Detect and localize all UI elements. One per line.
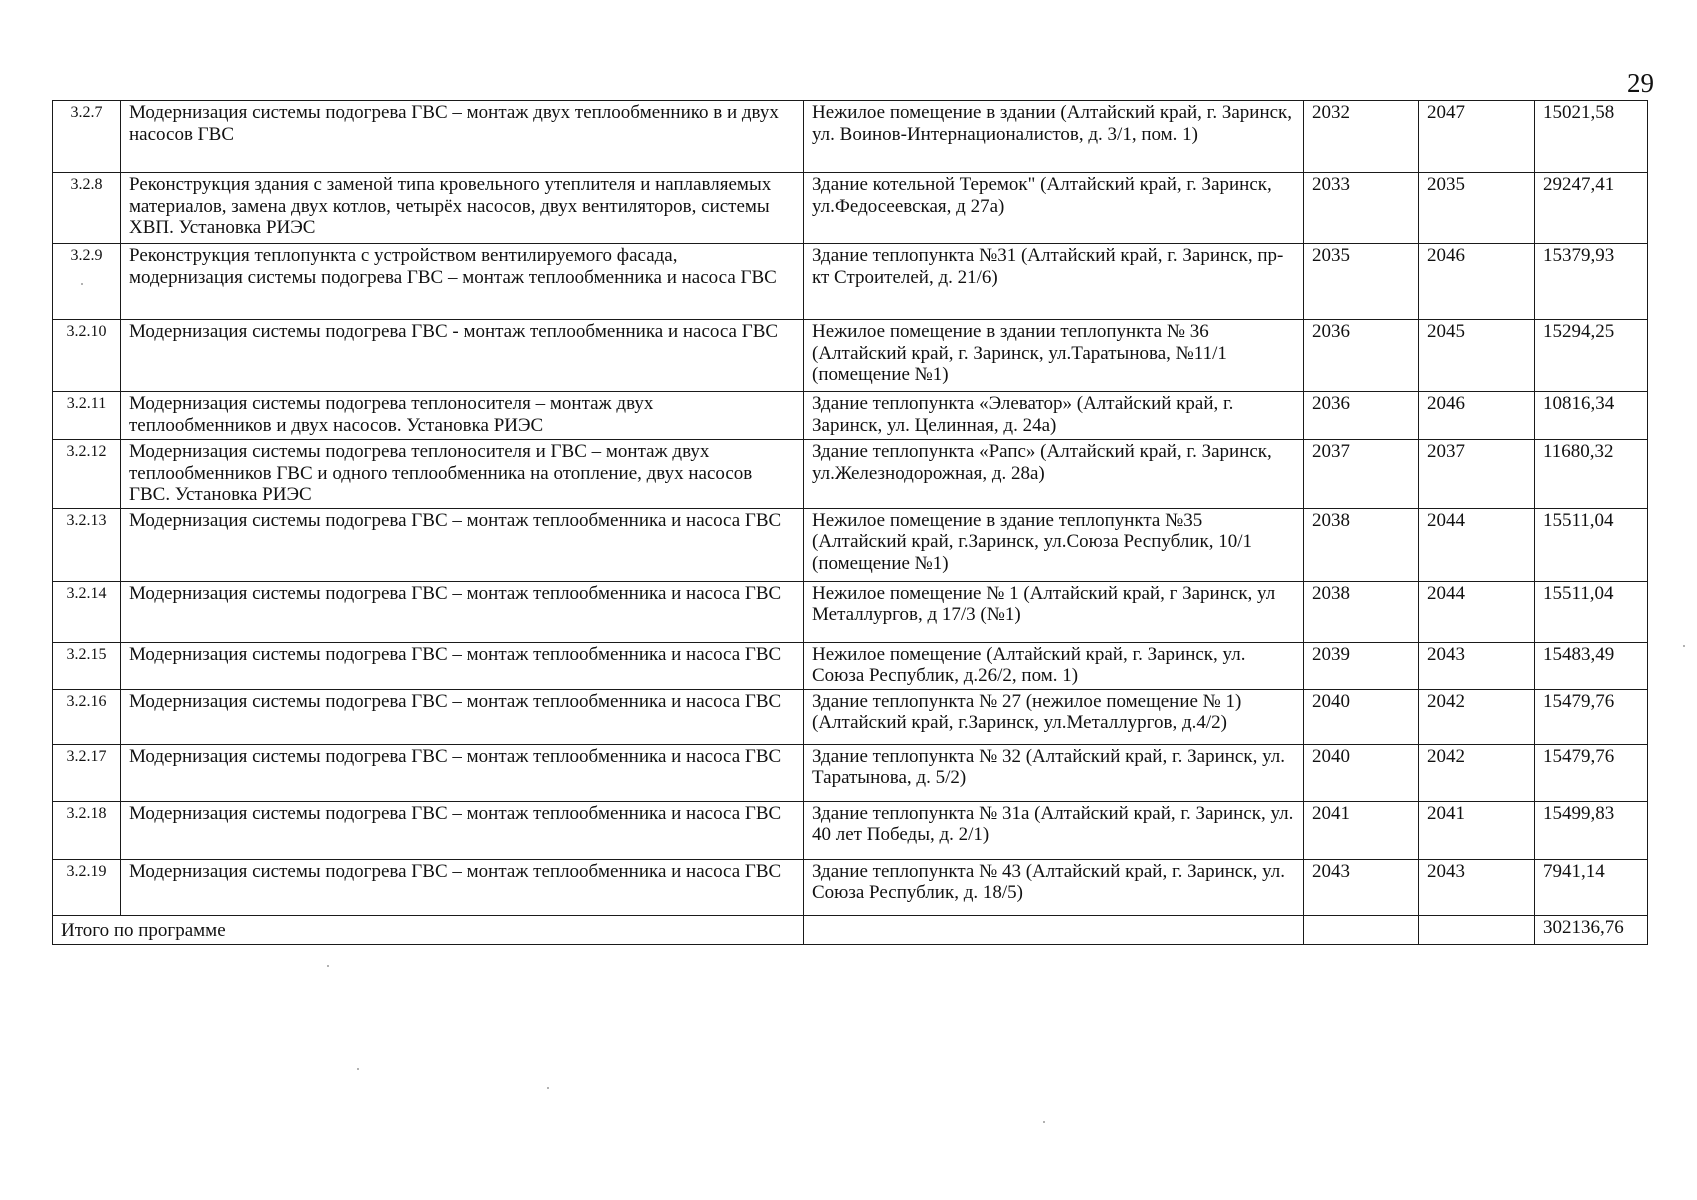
row-number: 3.2.13 [53,508,121,581]
total-empty-cell [1419,915,1535,944]
year-start: 2040 [1304,689,1419,744]
cost-value: 15379,93 [1535,244,1648,320]
cost-value: 11680,32 [1535,440,1648,509]
scan-speck [1043,1121,1045,1123]
cost-value: 15479,76 [1535,744,1648,801]
object-address: Здание теплопункта «Рапс» (Алтайский край, г. Заринск, ул.Железнодорожная, д. 28а) [804,440,1304,509]
year-end: 2047 [1419,101,1535,173]
year-end: 2044 [1419,508,1535,581]
work-description: Модернизация системы подогрева ГВС – монтаж теплообменника и насоса ГВС [121,801,804,859]
row-number: 3.2.18 [53,801,121,859]
year-end: 2043 [1419,642,1535,689]
work-description: Модернизация системы подогрева ГВС – монтаж двух теплообменнико в и двух насосов ГВС [121,101,804,173]
year-end: 2035 [1419,173,1535,244]
year-end: 2043 [1419,859,1535,915]
year-start: 2038 [1304,508,1419,581]
page-number: 29 [1627,68,1654,98]
table-row [53,440,1648,509]
cost-value: 10816,34 [1535,392,1648,440]
year-start: 2043 [1304,859,1419,915]
table-row [53,508,1648,581]
scan-speck [1683,645,1685,647]
object-address: Нежилое помещение № 1 (Алтайский край, г Заринск, ул Металлургов, д 17/3 (№1) [804,581,1304,642]
row-number: 3.2.14 [53,581,121,642]
year-end: 2046 [1419,392,1535,440]
year-start: 2041 [1304,801,1419,859]
year-end: 2042 [1419,744,1535,801]
object-address: Здание теплопункта № 43 (Алтайский край, г. Заринск, ул. Союза Республик, д. 18/5) [804,859,1304,915]
year-end: 2037 [1419,440,1535,509]
total-row [53,915,1648,944]
object-address: Нежилое помещение в здании (Алтайский край, г. Заринск, ул. Воинов-Интернационалистов, д. 3/1, пом. 1) [804,101,1304,173]
object-address: Здание теплопункта «Элеватор» (Алтайский край, г. Заринск, ул. Целинная, д. 24а) [804,392,1304,440]
year-start: 2036 [1304,392,1419,440]
table-body [53,101,1648,945]
object-address: Здание теплопункта № 31а (Алтайский край, г. Заринск, ул. 40 лет Победы, д. 2/1) [804,801,1304,859]
table-row [53,744,1648,801]
row-number: 3.2.10 [53,320,121,392]
row-number: 3.2.8 [53,173,121,244]
year-start: 2038 [1304,581,1419,642]
object-address: Нежилое помещение в здание теплопункта №35 (Алтайский край, г.Заринск, ул.Союза Республик, 10/1 (помещение №1) [804,508,1304,581]
object-address: Здание котельной Теремок" (Алтайский край, г. Заринск, ул.Федосеевская, д 27а) [804,173,1304,244]
scan-speck [81,283,83,285]
program-table [52,100,1648,945]
table-row [53,642,1648,689]
cost-value: 15294,25 [1535,320,1648,392]
total-label: Итого по программе [53,915,804,944]
year-start: 2040 [1304,744,1419,801]
work-description: Модернизация системы подогрева ГВС - монтаж теплообменника и насоса ГВС [121,320,804,392]
row-number: 3.2.9 [53,244,121,320]
total-empty-cell [1304,915,1419,944]
work-description: Модернизация системы подогрева ГВС – монтаж теплообменника и насоса ГВС [121,642,804,689]
scan-speck [547,1087,549,1089]
work-description: Модернизация системы подогрева ГВС – монтаж теплообменника и насоса ГВС [121,689,804,744]
work-description: Реконструкция здания с заменой типа кровельного утеплителя и наплавляемых материалов, замена двух котлов, четырёх насосов, двух вентиляторов, системы ХВП. Установка РИЭС [121,173,804,244]
year-end: 2044 [1419,581,1535,642]
year-end: 2046 [1419,244,1535,320]
year-end: 2042 [1419,689,1535,744]
work-description: Модернизация системы подогрева теплоносителя и ГВС – монтаж двух теплообменников ГВС и одного теплообменника на отопление, двух насосов ГВС. Установка РИЭС [121,440,804,509]
year-end: 2045 [1419,320,1535,392]
year-start: 2037 [1304,440,1419,509]
year-start: 2033 [1304,173,1419,244]
cost-value: 7941,14 [1535,859,1648,915]
table-row [53,859,1648,915]
year-start: 2035 [1304,244,1419,320]
row-number: 3.2.19 [53,859,121,915]
work-description: Модернизация системы подогрева ГВС – монтаж теплообменника и насоса ГВС [121,744,804,801]
cost-value: 29247,41 [1535,173,1648,244]
work-description: Модернизация системы подогрева ГВС – монтаж теплообменника и насоса ГВС [121,581,804,642]
work-description: Модернизация системы подогрева ГВС – монтаж теплообменника и насоса ГВС [121,859,804,915]
work-description: Модернизация системы подогрева ГВС – монтаж теплообменника и насоса ГВС [121,508,804,581]
total-value: 302136,76 [1535,915,1648,944]
row-number: 3.2.7 [53,101,121,173]
table-row [53,581,1648,642]
year-start: 2032 [1304,101,1419,173]
cost-value: 15479,76 [1535,689,1648,744]
cost-value: 15021,58 [1535,101,1648,173]
work-description: Модернизация системы подогрева теплоносителя – монтаж двух теплообменников и двух насосов. Установка РИЭС [121,392,804,440]
table-row [53,689,1648,744]
scan-speck [327,965,329,967]
object-address: Здание теплопункта №31 (Алтайский край, г. Заринск, пр-кт Строителей, д. 21/6) [804,244,1304,320]
year-end: 2041 [1419,801,1535,859]
row-number: 3.2.15 [53,642,121,689]
cost-value: 15511,04 [1535,581,1648,642]
table-row [53,244,1648,320]
row-number: 3.2.17 [53,744,121,801]
cost-value: 15511,04 [1535,508,1648,581]
cost-value: 15483,49 [1535,642,1648,689]
scan-speck [357,1068,359,1070]
object-address: Нежилое помещение (Алтайский край, г. Заринск, ул. Союза Республик, д.26/2, пом. 1) [804,642,1304,689]
object-address: Здание теплопункта № 27 (нежилое помещение № 1) (Алтайский край, г.Заринск, ул.Металлургов, д.4/2) [804,689,1304,744]
work-description: Реконструкция теплопункта с устройством вентилируемого фасада, модернизация системы подогрева ГВС – монтаж теплообменника и насоса ГВС [121,244,804,320]
row-number: 3.2.12 [53,440,121,509]
object-address: Здание теплопункта № 32 (Алтайский край, г. Заринск, ул. Таратынова, д. 5/2) [804,744,1304,801]
table-row [53,320,1648,392]
table-row [53,173,1648,244]
table-row [53,392,1648,440]
row-number: 3.2.16 [53,689,121,744]
row-number: 3.2.11 [53,392,121,440]
year-start: 2036 [1304,320,1419,392]
year-start: 2039 [1304,642,1419,689]
object-address: Нежилое помещение в здании теплопункта № 36 (Алтайский край, г. Заринск, ул.Таратынова, №11/1 (помещение №1) [804,320,1304,392]
table-row [53,801,1648,859]
cost-value: 15499,83 [1535,801,1648,859]
total-empty-cell [804,915,1304,944]
table-row [53,101,1648,173]
